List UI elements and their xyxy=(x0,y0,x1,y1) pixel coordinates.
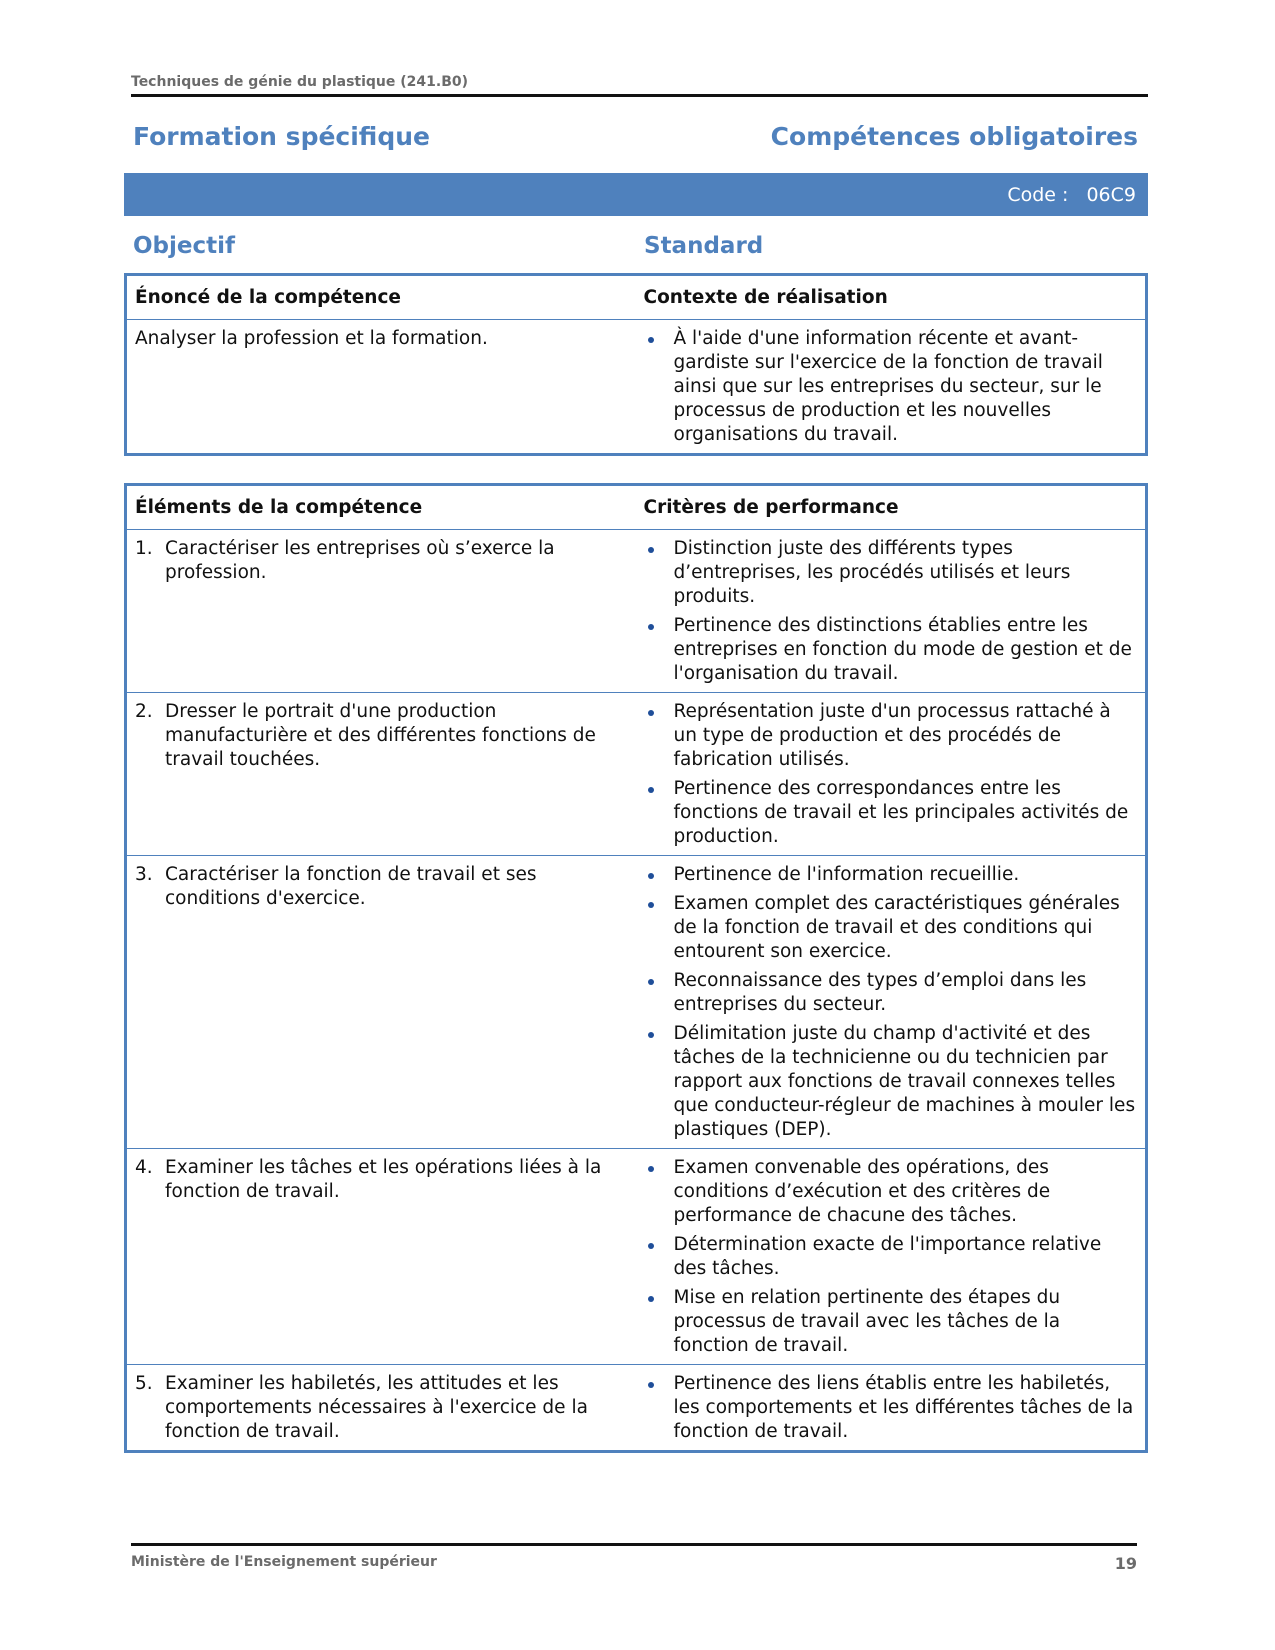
element-row-2 xyxy=(126,693,1147,856)
criteria-list-2 xyxy=(644,700,1140,849)
criteres-header: Critères de performance xyxy=(643,497,899,518)
enonce-header: Énoncé de la compétence xyxy=(135,287,401,308)
element-5 xyxy=(135,1372,630,1444)
elements-table-header xyxy=(126,485,1147,530)
code-value: 06C9 xyxy=(1086,183,1136,206)
contexte-cell xyxy=(636,320,1147,455)
element-2 xyxy=(135,700,630,772)
element-row-5 xyxy=(126,1365,1147,1452)
contexte-list xyxy=(644,327,1140,447)
enonce-row xyxy=(126,320,1147,455)
criterion: Examen convenable des opérations, des conditions d’exécution et des critères de performance de chacune des tâches. xyxy=(644,1156,1140,1228)
criterion: Reconnaissance des types d’emploi dans les entreprises du secteur. xyxy=(644,969,1140,1017)
running-header xyxy=(131,74,1148,97)
criterion: Distinction juste des différents types d’entreprises, les procédés utilisés et leurs produits. xyxy=(644,537,1140,609)
element-number: 2. xyxy=(135,701,153,722)
criterion: Représentation juste d'un processus rattaché à un type de production et des procédés de fabrication utilisés. xyxy=(644,700,1140,772)
enonce-table-header xyxy=(126,275,1147,320)
criterion: Délimitation juste du champ d'activité et des tâches de la technicienne ou du technicien par rapport aux fonctions de travail connexes telles que conducteur-régleur de machines à mouler les plastiques (DEP). xyxy=(644,1022,1140,1142)
code-bar xyxy=(124,173,1148,216)
page-number: 19 xyxy=(1114,1554,1137,1573)
element-number: 3. xyxy=(135,864,153,885)
element-text: Caractériser les entreprises où s’exerce la profession. xyxy=(165,538,555,583)
element-row-4 xyxy=(126,1149,1147,1365)
element-row-3 xyxy=(126,856,1147,1149)
code-label: Code : xyxy=(1007,183,1069,206)
element-number: 1. xyxy=(135,538,153,559)
standard-heading: Standard xyxy=(644,233,764,259)
element-text: Examiner les tâches et les opérations liées à la fonction de travail. xyxy=(165,1157,602,1202)
formation-title: Formation spécifique xyxy=(133,122,430,151)
element-row-1 xyxy=(126,530,1147,693)
criterion: Mise en relation pertinente des étapes du processus de travail avec les tâches de la fonction de travail. xyxy=(644,1286,1140,1358)
criterion: Examen complet des caractéristiques générales de la fonction de travail et des conditions qui entourent son exercice. xyxy=(644,892,1140,964)
section-titles xyxy=(133,122,1138,151)
criterion: Pertinence de l'information recueillie. xyxy=(644,863,1140,887)
competences-title: Compétences obligatoires xyxy=(770,122,1138,151)
enonce-table xyxy=(124,273,1148,456)
element-4 xyxy=(135,1156,630,1204)
criterion: Pertinence des distinctions établies entre les entreprises en fonction du mode de gestion et de l'organisation du travail. xyxy=(644,614,1140,686)
criterion: Détermination exacte de l'importance relative des tâches. xyxy=(644,1233,1140,1281)
element-text: Dresser le portrait d'une production manufacturière et des différentes fonctions de travail touchées. xyxy=(165,701,596,770)
elements-table xyxy=(124,483,1148,1453)
criterion: Pertinence des liens établis entre les habiletés, les comportements et les différentes tâches de la fonction de travail. xyxy=(644,1372,1140,1444)
page-footer xyxy=(131,1543,1137,1573)
element-number: 5. xyxy=(135,1373,153,1394)
program-title: Techniques de génie du plastique (241.B0) xyxy=(131,74,469,90)
elements-header: Éléments de la compétence xyxy=(135,497,423,518)
criteria-list-5 xyxy=(644,1372,1140,1444)
element-number: 4. xyxy=(135,1157,153,1178)
contexte-header: Contexte de réalisation xyxy=(643,287,888,308)
element-3 xyxy=(135,863,630,911)
element-1 xyxy=(135,537,630,585)
element-text: Caractériser la fonction de travail et ses conditions d'exercice. xyxy=(165,864,537,909)
criterion: Pertinence des correspondances entre les fonctions de travail et les principales activités de production. xyxy=(644,777,1140,849)
contexte-item: À l'aide d'une information récente et avant-gardiste sur l'exercice de la fonction de travail ainsi que sur les entreprises du secteur, sur le processus de production et les nouvelles organisations du travail. xyxy=(644,327,1140,447)
criteria-list-1 xyxy=(644,537,1140,686)
criteria-list-3 xyxy=(644,863,1140,1142)
enonce-text: Analyser la profession et la formation. xyxy=(126,320,636,455)
element-text: Examiner les habiletés, les attitudes et les comportements nécessaires à l'exercice de la fonction de travail. xyxy=(165,1373,588,1442)
objectif-heading: Objectif xyxy=(133,233,236,259)
ministry-name: Ministère de l'Enseignement supérieur xyxy=(131,1554,437,1570)
criteria-list-4 xyxy=(644,1156,1140,1358)
